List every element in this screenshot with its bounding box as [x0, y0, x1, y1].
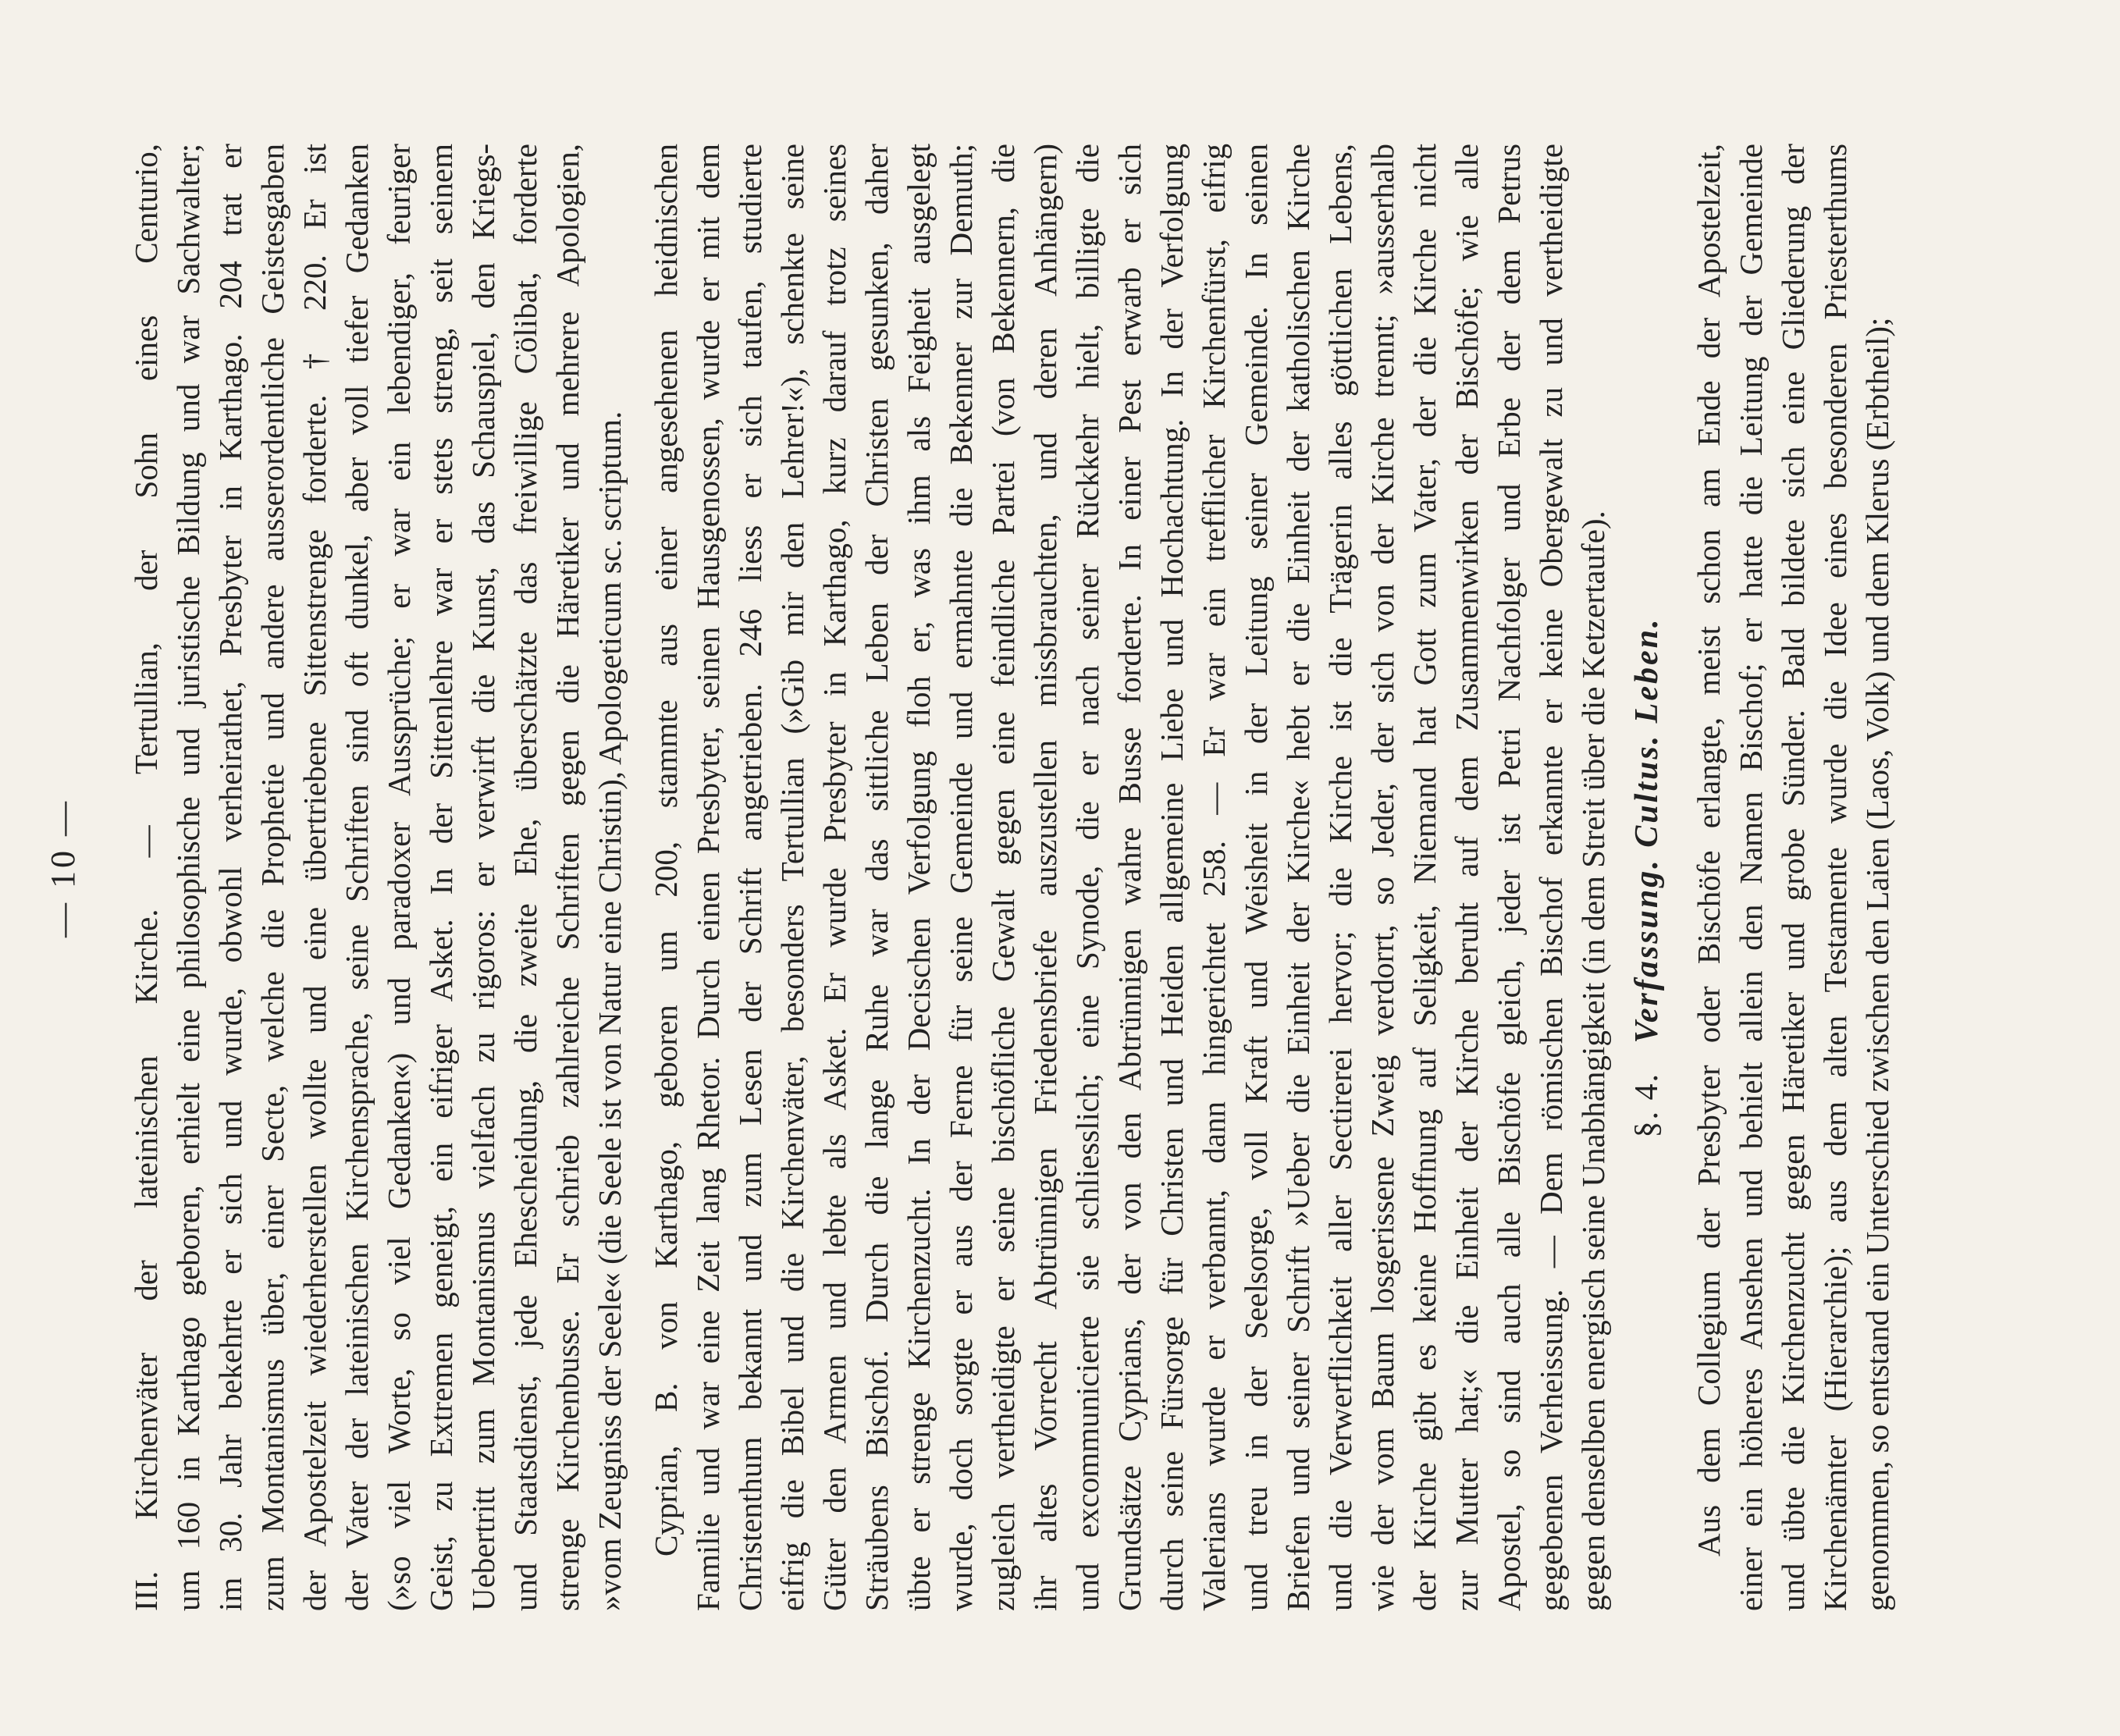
text-line: Briefen und seiner Schrift »Ueber die Einheit der Kirche« hebt er die Einheit der katholischen Kirche	[1280, 144, 1316, 1611]
text-line: Familie und war eine Zeit lang Rhetor. Durch einen Presbyter, seinen Hausgenossen, wurde er mit dem	[690, 144, 726, 1611]
text-line: im 30. Jahr bekehrte er sich und wurde, obwohl verheirathet, Presbyter in Karthago. 204 trat er	[212, 144, 248, 1611]
text-line: zum Montanismus über, einer Secte, welche die Prophetie und andere ausserordentliche Geistesgaben	[254, 144, 290, 1611]
text-line: einer ein höheres Ansehen und behielt allein den Namen Bischof; er hatte die Leitung der Gemeinde	[1733, 144, 1769, 1611]
text-line: (»so viel Worte, so viel Gedanken«) und paradoxer Aussprüche; er war ein lebendiger, feuriger	[381, 144, 417, 1611]
text-line: Sträubens Bischof. Durch die lange Ruhe war das sittliche Leben der Christen gesunken, daher	[859, 144, 895, 1611]
text-line: und Staatsdienst, jede Ehescheidung, die zweite Ehe, überschätzte das freiwillige Cölibat, forderte	[507, 144, 543, 1611]
text-line: Uebertritt zum Montanismus vielfach zu rigoros: er verwirft die Kunst, das Schauspiel, den Kriegs-	[465, 144, 501, 1611]
text-line: zugleich vertheidigte er seine bischöfliche Gewalt gegen eine feindliche Partei (von Bekennern, die	[985, 144, 1021, 1611]
text-line: Geist, zu Extremen geneigt, ein eifriger Asket. In der Sittenlehre war er stets streng, seit seinem	[423, 144, 459, 1611]
text-line: Grundsätze Cyprians, der von den Abtrünnigen wahre Busse forderte. In einer Pest erwarb er sich	[1112, 144, 1147, 1611]
text-line: durch seine Fürsorge für Christen und Heiden allgemeine Liebe und Hochachtung. In der Verfolgung	[1154, 144, 1190, 1611]
section-kirchenvaeter-tertullian	[125, 144, 631, 1611]
section-number: §. 4.	[1629, 1072, 1665, 1138]
text-line: wurde, doch sorgte er aus der Ferne für seine Gemeinde und ermahnte die Bekenner zur Demuth;	[943, 144, 979, 1611]
section-title: Verfassung. Cultus. Leben.	[1629, 617, 1665, 1044]
text-line: der Vater der lateinischen Kirchensprache, seine Schriften sind oft dunkel, aber voll tiefer Gedanken	[339, 144, 375, 1611]
text-line: und treu in der Seelsorge, voll Kraft und Weisheit in der Leitung seiner Gemeinde. In seinen	[1238, 144, 1274, 1611]
page-number: — 10 —	[44, 799, 82, 937]
text-line: Christenthum bekannt und zum Lesen der Schrift angetrieben. 246 liess er sich taufen, studierte	[732, 144, 768, 1611]
section-4-text	[1688, 144, 1898, 1611]
text-line: Aus dem Collegium der Presbyter oder Bischöfe erlangte, meist schon am Ende der Apostelzeit,	[1691, 144, 1727, 1556]
text-line: und excommunicierte sie schliesslich; eine Synode, die er nach seiner Rückkehr hielt, billigte die	[1069, 144, 1105, 1611]
text-line: der Kirche gibt es keine Hoffnung auf Seligkeit, Niemand hat Gott zum Vater, der die Kirche nicht	[1407, 144, 1442, 1611]
text-line: strenge Kirchenbusse. Er schrieb zahlreiche Schriften gegen die Häretiker und mehrere Apologien,	[550, 144, 585, 1611]
text-line: um 160 in Karthago geboren, erhielt eine philosophische und juristische Bildung und war Sachwalter;	[170, 144, 206, 1611]
text-line: und übte die Kirchenzucht gegen Häretiker und grobe Sünder. Bald bildete sich eine Gliederung der	[1775, 144, 1811, 1611]
text-line: der Apostelzeit wiederherstellen wollte und eine übertriebene Sittenstrenge forderte. † 220. Er ist	[297, 144, 333, 1611]
text-line: Valerians wurde er verbannt, dann hingerichtet 258. — Er war ein trefflicher Kirchenfürst, eifrig	[1196, 144, 1232, 1611]
text-line: genommen, so entstand ein Unterschied zwischen den Laien (Laos, Volk) und dem Klerus (Erbtheil);	[1859, 317, 1895, 1611]
text-line: »vom Zeugniss der Seele« (die Seele ist von Natur eine Christin), Apologeticum sc. scriptum.	[592, 411, 628, 1611]
section-cyprian	[645, 144, 1614, 1611]
text-line: gegebenen Verheissung. — Dem römischen Bischof erkannte er keine Obergewalt zu und vertheidigte	[1533, 144, 1569, 1611]
text-line: Cyprian, B. von Karthago, geboren um 200, stammte aus einer angesehenen heidnischen	[648, 144, 684, 1556]
text-line: III. Kirchenväter der lateinischen Kirche. — Tertullian, der Sohn eines Centurio,	[128, 144, 164, 1611]
text-line: und die Verwerflichkeit aller Sectirerei hervor; die Kirche ist die Trägerin alles göttlichen Lebens,	[1322, 144, 1358, 1611]
text-line: wie der vom Baum losgerissene Zweig verdorrt, so Jeder, der sich von der Kirche trennt; »ausserhalb	[1364, 144, 1400, 1611]
text-line: übte er strenge Kirchenzucht. In der Decischen Verfolgung floh er, was ihm als Feigheit ausgelegt	[901, 144, 937, 1611]
section-4-heading	[1624, 144, 1670, 1611]
text-line: Kirchenämter (Hierarchie); aus dem alten Testamente wurde die Idee eines besonderen Priesterthums	[1817, 144, 1853, 1611]
text-line: zur Mutter hat;« die Einheit der Kirche beruht auf dem Zusammenwirken der Bischöfe; wie alle	[1449, 144, 1485, 1611]
text-line: Apostel, so sind auch alle Bischöfe gleich, jeder ist Petri Nachfolger und Erbe der dem Petrus	[1491, 144, 1527, 1611]
text-line: gegen denselben energisch seine Unabhängigkeit (in dem Streit über die Ketzertaufe).	[1575, 510, 1611, 1611]
text-line: ihr altes Vorrecht Abtrünnigen Friedensbriefe auszustellen missbrauchten, und deren Anhängern)	[1027, 144, 1063, 1611]
text-line: Güter den Armen und lebte als Asket. Er wurde Presbyter in Karthago, kurz darauf trotz seines	[816, 144, 852, 1611]
text-line: eifrig die Bibel und die Kirchenväter, besonders Tertullian (»Gib mir den Lehrer!«), schenkte seine	[774, 144, 810, 1611]
